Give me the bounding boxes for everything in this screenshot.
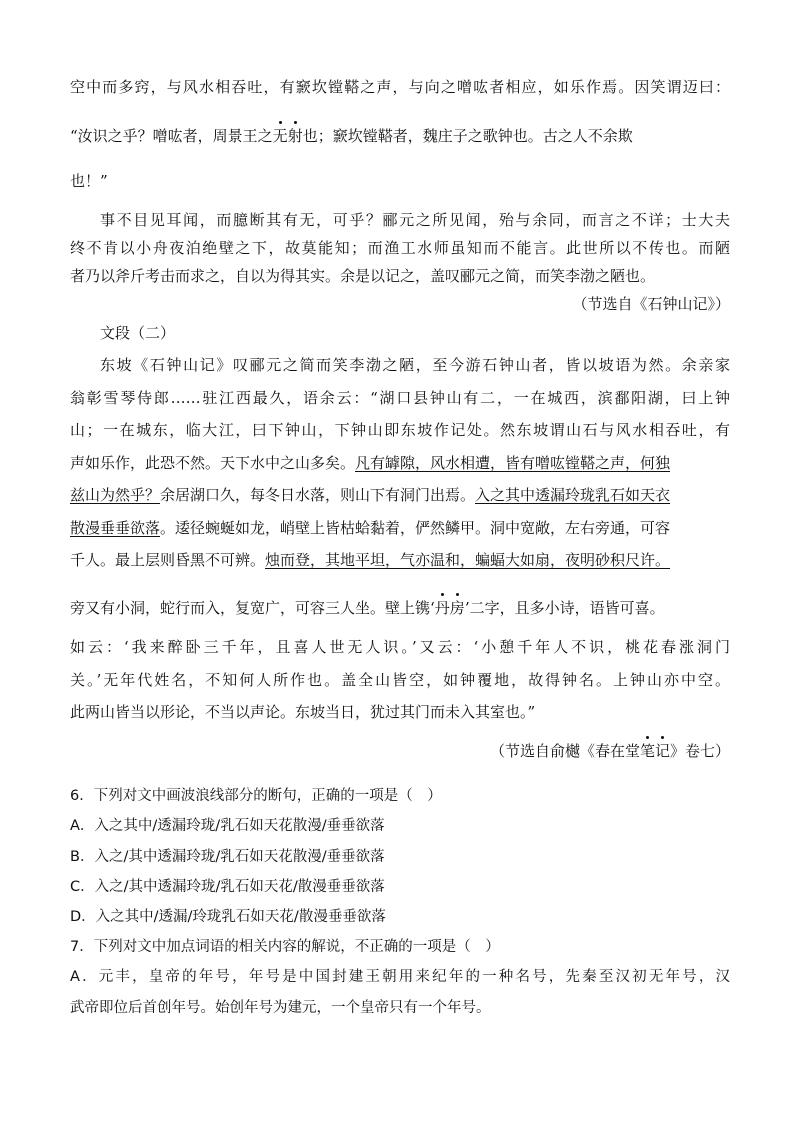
passage1-line-2 bbox=[70, 126, 730, 146]
passage1-source: （节选自《石钟山记》） bbox=[572, 295, 730, 313]
question-6: 6．下列对文中画波浪线部分的断句，正确的一项是（ ） bbox=[70, 788, 442, 804]
passage1-line-2-text-b: 也；窾坎镗鞳者，魏庄子之歌钟也。古之人不余欺 bbox=[302, 127, 633, 145]
question-6-option-d: D．入之其中/透漏/玲珑乳石如天花/散漫垂垂欲落 bbox=[70, 909, 386, 925]
emphasis-dot-char: 丹 bbox=[434, 599, 450, 617]
passage2-source-text-b: 》卷七） bbox=[669, 742, 730, 760]
passage2-line-9: 如云：‘我来醉卧三千年，且喜人世无人识。’又云：‘小憩千年人不识，桃花春涨洞门 bbox=[70, 638, 730, 656]
passage1-line-3: 也！” bbox=[70, 172, 108, 190]
passage2-line-3: 山；一在城东，临大江，曰下钟山，下钟山即东坡作记处。然东坡谓山石与风水相吞吐，有 bbox=[70, 421, 730, 439]
passage2-line-5 bbox=[70, 485, 730, 505]
question-7: 7．下列对文中加点词语的相关内容的解说，不正确的一项是（ ） bbox=[70, 939, 500, 955]
passage2-line-10: 关。’无年代姓名，不知何人所作也。盖全山皆空，如钟覆地，故得钟名。上钟山亦中空。 bbox=[70, 671, 730, 689]
emphasis-dot-char: 记 bbox=[654, 742, 670, 760]
emphasis-dot-char: 笔 bbox=[639, 742, 655, 760]
question-6-option-a: A．入之其中/透漏玲珑/乳石如天花散漫/垂垂欲落 bbox=[70, 818, 385, 834]
question-6-option-b: B．入之/其中透漏玲珑/乳石如天花散漫/垂垂欲落 bbox=[70, 849, 385, 865]
passage1-line-4: 事不目见耳闻，而臆断其有无，可乎？郦元之所见闻，殆与余同，而言之不详；士大夫 bbox=[100, 211, 730, 229]
passage2-line-8 bbox=[70, 598, 730, 618]
emphasis-dot-char: 射 bbox=[287, 127, 303, 145]
passage2-source-text-a: （节选自俞樾《春在堂 bbox=[489, 742, 640, 760]
underlined-sentence: 凡有罅隙，风水相遭，皆有噌吰镗鞳之声，何独 bbox=[355, 454, 671, 472]
emphasis-dot-char: 房 bbox=[449, 599, 465, 617]
wavy-underlined-sentence: 入之其中透漏玲珑乳石如天衣 bbox=[475, 486, 671, 504]
passage2-line-4-text: 声如乐作，此恐不然。天下水中之山多矣。 bbox=[70, 454, 356, 472]
passage2-heading: 文段（二） bbox=[100, 324, 176, 342]
passage2-line-5-text: 余居湖口久，每冬日水落，则山下有洞门出焉。 bbox=[160, 486, 476, 504]
passage1-line-6: 者乃以斧斤考击而求之，自以为得其实。余是以记之，盖叹郦元之简，而笑李渤之陋也。 bbox=[70, 267, 656, 285]
passage2-line-11: 此两山皆当以形论，不当以声论。东坡当日，犹过其门而未入其室也。” bbox=[70, 703, 536, 721]
emphasis-dot-char: 无 bbox=[272, 127, 288, 145]
wavy-underlined-sentence: 散漫垂垂欲落 bbox=[70, 519, 161, 537]
passage1-line-1: 空中而多窍，与风水相吞吐，有窾坎镗鞳之声，与向之噌吰者相应，如乐作焉。因笑谓迈曰： bbox=[70, 78, 730, 96]
passage2-line-6-text: 。逶径蜿蜒如龙，峭壁上皆枯蛤黏着，俨然鳞甲。洞中宽敞，左右旁通，可容 bbox=[160, 519, 671, 537]
passage2-line-2: 翁彰雪琴侍郎……驻江西最久，语余云：“湖口县钟山有二，一在城西，滨鄱阳湖，曰上钟 bbox=[70, 389, 730, 407]
passage2-line-7 bbox=[70, 550, 730, 570]
passage1-line-5: 终不肯以小舟夜泊绝壁之下，故莫能知；而渔工水师虽知而不能言。此世所以不传也。而陋 bbox=[70, 239, 730, 257]
passage2-line-8-text-b: ’二字，且多小诗，语皆可喜。 bbox=[464, 599, 665, 617]
passage2-line-4 bbox=[70, 453, 730, 473]
passage2-line-8-text-a: 旁又有小洞，蛇行而入，复宽广，可容三人坐。壁上镌‘ bbox=[70, 599, 435, 617]
passage2-line-7-text: 千人。最上层则昏黑不可辨。 bbox=[70, 551, 266, 569]
underlined-sentence: 兹山为然乎？ bbox=[70, 486, 161, 504]
passage1-line-2-text-a: “汝识之乎？噌吰者，周景王之 bbox=[70, 127, 273, 145]
question-7-option-a-line-2: 武帝即位后首创年号。始创年号为建元，一个皇帝只有一个年号。 bbox=[70, 1000, 491, 1016]
passage2-line-6 bbox=[70, 518, 730, 538]
underlined-sentence: 烛而登，其地平坦，气亦温和，蝙蝠大如扇，夜明砂积尺许。 bbox=[265, 551, 671, 569]
passage2-source bbox=[70, 741, 730, 761]
passage2-line-1: 东坡《石钟山记》叹郦元之简而笑李渤之陋，至今游石钟山者，皆以坡语为然。余亲家 bbox=[100, 356, 730, 374]
question-6-option-c: C．入之/其中透漏玲珑/乳石如天花/散漫垂垂欲落 bbox=[70, 879, 385, 895]
question-7-option-a-line-1: A．元丰，皇帝的年号，年号是中国封建王朝用来纪年的一种名号，先秦至汉初无年号，汉 bbox=[70, 969, 730, 985]
